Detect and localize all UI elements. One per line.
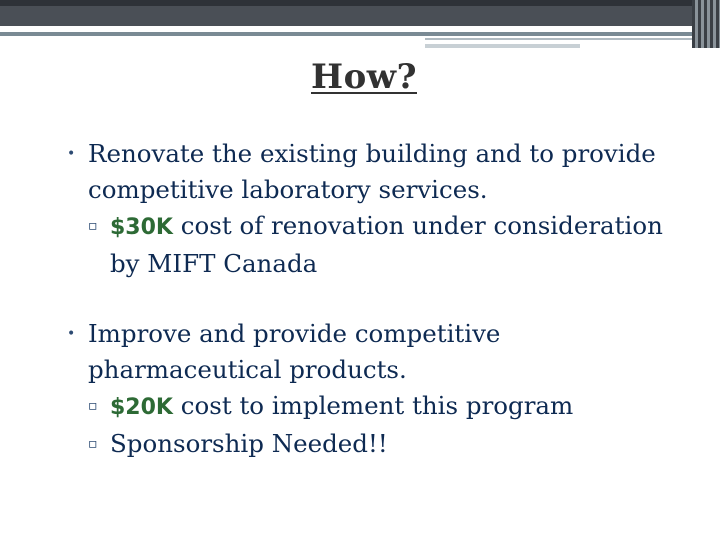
slide-body — [0, 136, 720, 462]
slide-title: How? — [311, 57, 417, 97]
sub-bullet-item — [0, 388, 720, 426]
decorative-stripes — [692, 0, 720, 48]
sub-bullet-item — [0, 426, 720, 462]
square-bullet-icon: ▫ — [88, 436, 98, 452]
bullet-dot-icon: • — [67, 326, 76, 342]
square-bullet-icon: ▫ — [88, 218, 98, 234]
cost-amount: $30K — [110, 215, 173, 240]
sub-bullet-item — [0, 208, 720, 282]
sub-bullet-text: Sponsorship Needed!! — [110, 429, 388, 458]
accent-line — [425, 38, 720, 40]
spacer — [0, 282, 720, 316]
sub-bullet-text: cost to implement this program — [172, 391, 574, 420]
cost-amount: $20K — [110, 395, 173, 420]
accent-line — [0, 32, 720, 36]
bullet-text: Improve and provide competitive pharmaceutical products. — [88, 319, 501, 384]
accent-line — [425, 44, 580, 48]
bullet-item — [0, 316, 720, 388]
header-band-top-edge — [0, 0, 720, 6]
sub-bullet-text: cost of renovation under consideration by MIFT Canada — [110, 211, 663, 278]
bullet-dot-icon: • — [67, 146, 76, 162]
square-bullet-icon: ▫ — [88, 398, 98, 414]
bullet-text: Renovate the existing building and to provide competitive laboratory services. — [88, 139, 656, 204]
bullet-item — [0, 136, 720, 208]
